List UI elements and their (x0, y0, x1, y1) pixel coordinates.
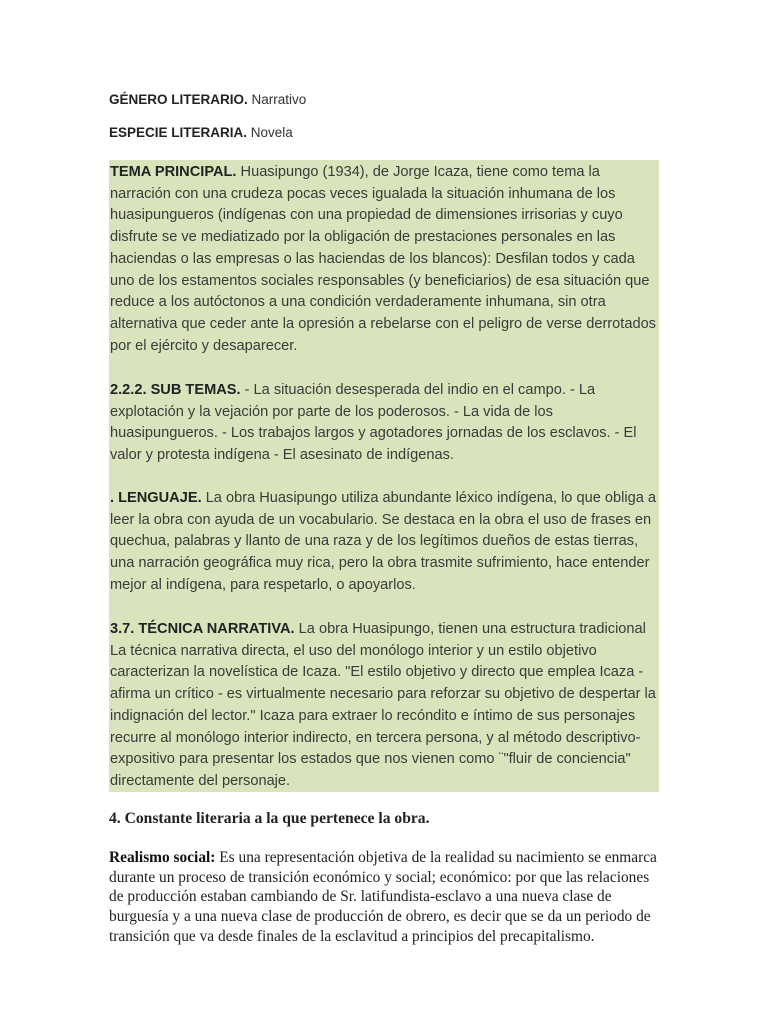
especie-literaria-value: Novela (247, 125, 293, 140)
realismo-social-text: Es una representación objetiva de la realidad su nacimiento se enmarca durante un proceso de transición económico y social; económico: por que las relaciones de producción estaban cambiando de Sr. latifundista-esclavo a una nueva clase de burguesía y a una nueva clase de producción de obrero, es decir que se da un periodo de transición que va desde finales de la esclavitud a principios del precapitalismo. (109, 849, 657, 945)
sub-temas-paragraph (110, 380, 662, 467)
genero-literario-value: Narrativo (247, 92, 307, 107)
lenguaje-label: . LENGUAJE. (110, 490, 202, 506)
tecnica-narrativa-text: La obra Huasipungo, tienen una estructura tradicional La técnica narrativa directa, el uso del monólogo interior y un estilo objetivo caracterizan la novelística de Icaza. "El estilo objetivo y directo que emplea Icaza - afirma un crítico - es virtualmente necesario para reforzar su objetivo de despertar la indignación del lector." Icaza para extraer lo recóndito e íntimo de sus personajes recurre al monólogo interior indirecto, en tercera persona, y al método descriptivo-expositivo para presentar los estados que nos vienen como ¨"fluir de conciencia" directamente del personaje. (110, 621, 656, 789)
lenguaje-paragraph (110, 488, 662, 597)
tecnica-narrativa-label: 3.7. TÉCNICA NARRATIVA. (110, 621, 295, 637)
tema-principal-paragraph (110, 162, 662, 357)
sub-temas-text: - La situación desesperada del indio en el campo. - La explotación y la vejación por parte de los poderosos. - La vida de los huasipungueros. - Los trabajos largos y agotadores jornadas de los esclavos. - El valor y protesta indígena - El asesinato de indígenas. (110, 382, 637, 464)
lenguaje-text: La obra Huasipungo utiliza abundante léxico indígena, lo que obliga a leer la obra con ayuda de un vocabulario. Se destaca en la obra el uso de frases en quechua, palabras y llanto de una raza y de los legítimos dueños de estas tierras, una narración geográfica muy rica, pero la obra trasmite sufrimiento, hace entender mejor al indígena, para respetarlo, o apoyarlos. (110, 490, 657, 593)
especie-literaria-line (109, 124, 293, 142)
tema-principal-label: TEMA PRINCIPAL. (110, 164, 237, 180)
tecnica-narrativa-paragraph (110, 619, 662, 793)
constante-literaria-heading: 4. Constante literaria a la que pertenece la obra. (109, 810, 430, 827)
genero-literario-line (109, 91, 306, 109)
especie-literaria-label: ESPECIE LITERARIA. (109, 125, 248, 140)
genero-literario-label: GÉNERO LITERARIO. (109, 92, 248, 107)
tema-principal-text: Huasipungo (1934), de Jorge Icaza, tiene como tema la narración con una crudeza pocas veces igualada la situación inhumana de los huasipungueros (indígenas con una propiedad de dimensiones irrisorias y cuyo disfrute se ve mediatizado por la obligación de prestaciones personales en las haciendas o las empresas o las haciendas de los blancos): Desfilan todos y cada uno de los estamentos sociales responsables (y beneficiarios) de esa situación que reduce a los autóctonos a una condición verdaderamente inhumana, sin otra alternativa que ceder ante la opresión a rebelarse con el peligro de verse derrotados por el ejército y desaparecer. (110, 164, 656, 354)
realismo-social-label: Realismo social: (109, 849, 216, 866)
realismo-social-paragraph (109, 848, 665, 947)
sub-temas-label: 2.2.2. SUB TEMAS. (110, 382, 241, 398)
